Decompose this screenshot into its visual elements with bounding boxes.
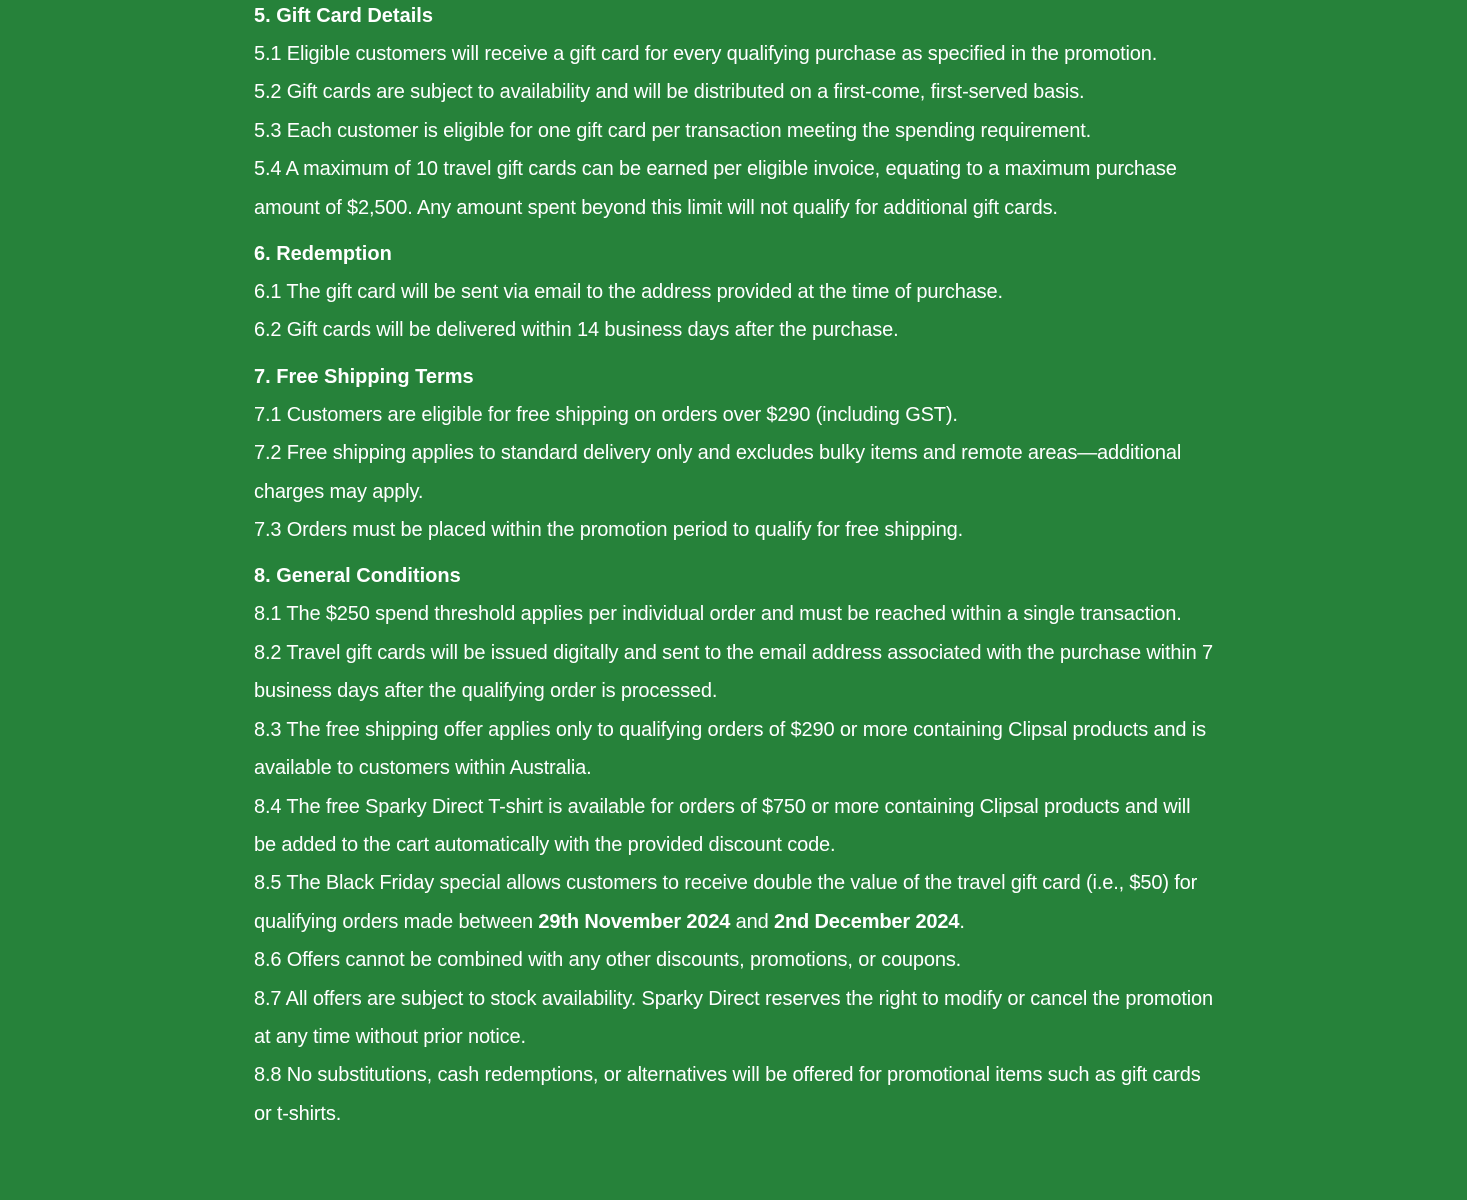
section-general-conditions bbox=[254, 560, 1214, 1133]
clause-5-1: 5.1 Eligible customers will receive a gift card for every qualifying purchase as specified in the promotion. bbox=[254, 43, 1158, 65]
section-heading: 7. Free Shipping Terms bbox=[254, 365, 474, 388]
clause-8-7: 8.7 All offers are subject to stock availability. Sparky Direct reserves the right to modify or cancel the promotion at any time without prior notice. bbox=[254, 987, 1213, 1048]
section-redemption bbox=[254, 238, 1214, 350]
section-heading: 6. Redemption bbox=[254, 243, 392, 266]
black-friday-start-date: 29th November 2024 bbox=[538, 910, 731, 933]
clause-5-4: 5.4 A maximum of 10 travel gift cards can be earned per eligible invoice, equating to a maximum purchase amount of $2,500. Any amount spent beyond this limit will not qualify for additional gift cards. bbox=[254, 158, 1177, 219]
clause-7-2: 7.2 Free shipping applies to standard delivery only and excludes bulky items and remote areas—additional charges may apply. bbox=[254, 442, 1182, 503]
clause-8-3: 8.3 The free shipping offer applies only to qualifying orders of $290 or more containing Clipsal products and is available to customers within Australia. bbox=[254, 718, 1206, 780]
clause-8-1: 8.1 The $250 spend threshold applies per individual order and must be reached within a single transaction. bbox=[254, 603, 1182, 626]
clause-8-5-text-c: . bbox=[959, 910, 965, 933]
section-free-shipping-terms bbox=[254, 361, 1214, 550]
clause-8-5-text-a: 8.5 The Black Friday special allows customers to receive double the value of the travel gift card (i.e., $50) for qualifying orders made between bbox=[254, 872, 1198, 933]
clause-8-8: 8.8 No substitutions, cash redemptions, or alternatives will be offered for promotional items such as gift cards or t-shirts. bbox=[254, 1064, 1201, 1125]
clause-6-1: 6.1 The gift card will be sent via email to the address provided at the time of purchase. bbox=[254, 281, 1003, 304]
clause-8-4: 8.4 The free Sparky Direct T-shirt is available for orders of $750 or more containing Clipsal products and will be added to the cart automatically with the provided discount code. bbox=[254, 795, 1191, 856]
section-heading: 8. General Conditions bbox=[254, 565, 461, 588]
clause-5-3: 5.3 Each customer is eligible for one gift card per transaction meeting the spending requirement. bbox=[254, 119, 1092, 142]
section-gift-card-details bbox=[254, 0, 1214, 227]
clause-8-5-text-b: and bbox=[730, 910, 774, 933]
clause-8-6: 8.6 Offers cannot be combined with any other discounts, promotions, or coupons. bbox=[254, 949, 962, 972]
clause-5-2: 5.2 Gift cards are subject to availability and will be distributed on a first-come, first-served basis. bbox=[254, 81, 1085, 104]
clause-6-2: 6.2 Gift cards will be delivered within 14 business days after the purchase. bbox=[254, 319, 899, 342]
section-heading: 5. Gift Card Details bbox=[254, 5, 433, 27]
clause-8-2: 8.2 Travel gift cards will be issued digitally and sent to the email address associated with the purchase within 7 business days after the qualifying order is processed. bbox=[254, 641, 1213, 703]
clause-8-5 bbox=[254, 864, 1214, 941]
clause-7-1: 7.1 Customers are eligible for free shipping on orders over $290 (including GST). bbox=[254, 403, 958, 426]
terms-content bbox=[254, 0, 1214, 1133]
black-friday-end-date: 2nd December 2024 bbox=[774, 910, 960, 933]
clause-7-3: 7.3 Orders must be placed within the promotion period to qualify for free shipping. bbox=[254, 519, 964, 542]
